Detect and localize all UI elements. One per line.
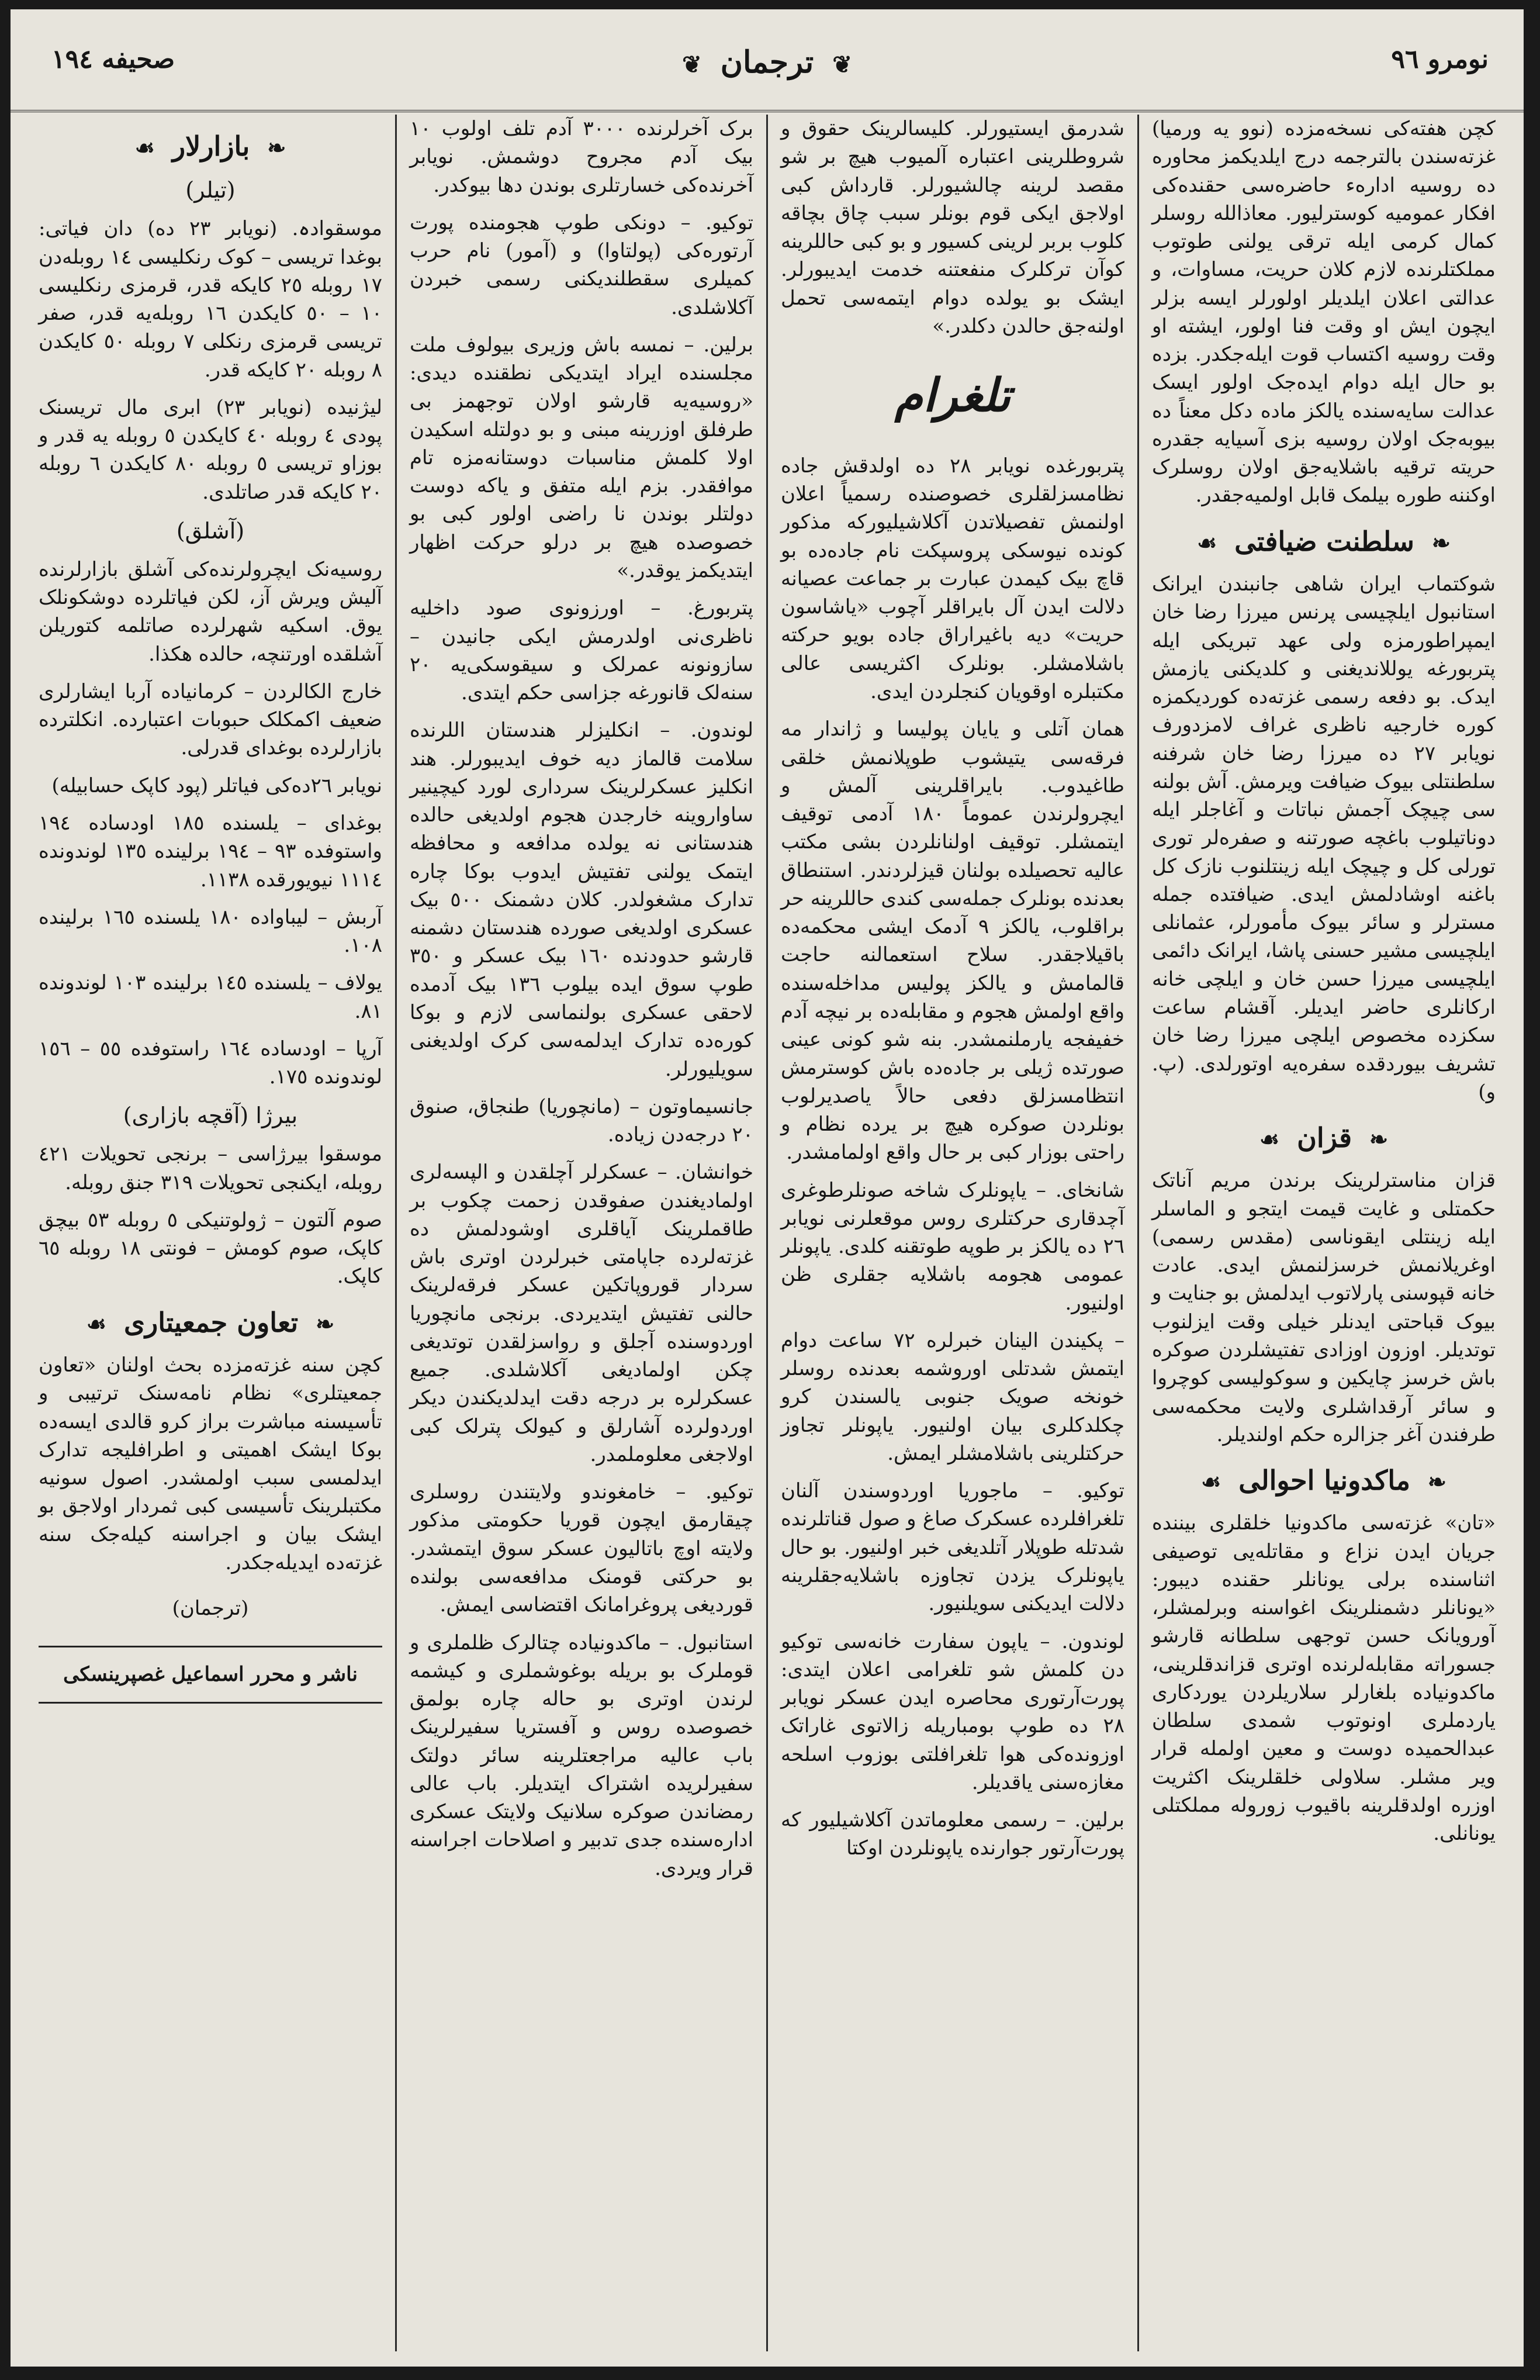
- article-paragraph: «تان» غزته‌سی ماکدونیا خلقلری بیننده جریان ایدن نزاع و مقاتله‌یی توصیفی اثناسنده برلی یونانلر حقنده دیبور: «یونانلر دشمنلرینک اغواسنه وبرلمشلر، آورویانک حسن توجهی سلطانه قارشو جسوراته مقابله‌لرنده اوتری قزاندقلرینی، ماکدونیاده بلغارلر سلاریلردن یوردکاری یاردملری اونوتوب شمدی سلطان عبدالحمیده دوست و معین اولمله قرار ویر مشلر. سلاولی خلقلرینک اکثریت اوزره اولدقلرینه باقیوب زوروله مملکتلی یونانلی.: [1152, 1511, 1496, 1846]
- article-paragraph: آربش – لیباواده ١٨٠ یلسنده ١٦٥ برلینده ١٠٨.: [39, 905, 382, 958]
- article-paragraph: برلین. – نمسه باش وزیری بیولوف ملت مجلسنده ایراد ایتدیکی نطقنده دیدی: «روسیه‌یه قارشو اولان توجهمز بی طرفلق اوزرینه مبنی و بو دولتله اسکیدن اولا کلمش مناسبات دوستانه‌مزه تام موافقدر. بزم ایله متفق و یاکه دوست دولتلر بوندن نا راضی اولور کبی بو خصوصده هیچ بر درلو حرکت اظهار ایتدیکمز یوقدر.»: [410, 333, 753, 582]
- heading-text: تعاون جمعیتاری: [123, 1306, 299, 1338]
- heading-text: قزان: [1297, 1122, 1352, 1154]
- heading-text: سلطنت ضیافتی: [1234, 525, 1414, 557]
- ornament-icon: ☙: [86, 1310, 106, 1337]
- ornament-icon: ☙: [1197, 529, 1217, 556]
- article-paragraph: توکیو. – ماجوریا اوردوسندن آلنان تلغرافلرده عسکرک صاغ و صول قناتلرنده شدتله طوپلار آتلدیغی خبر اولنیور. بو حال یاپونلرک یزدن تجاوزه باشلایه‌جقلرینه دلالت ایدیکنی سویلنیور.: [781, 1479, 1124, 1616]
- article-paragraph: یولاف – یلسنده ١٤٥ برلینده ١٠٣ لوندونده ٨١.: [39, 971, 382, 1023]
- column-3: [395, 115, 766, 2351]
- ornament-icon: ☙: [1259, 1126, 1280, 1153]
- article-paragraph: روسیه‌نک ایچرولرنده‌کی آشلق بازارلرنده آلیش ویرش آز، لکن فیاتلرده دوشکونلک یوق. اسکیه شهرلرده صاتلمه کتوریلن آشلقده اورتنچه، حالده هکذا.: [39, 557, 382, 666]
- newspaper-title-block: [11, 44, 1524, 80]
- article-paragraph: لیژنیده (نویابر ٢٣) ابری مال تریسنک پودی ٤ روبله ٤٠ کایکدن ٥ روبله یه قدر و بوزاو تریسی ٥ روبله ٨٠ کایکدن ٦ روبله ٢٠ کایکه قدر صاتلدی.: [39, 395, 383, 504]
- article-paragraph: پتربورغده نویابر ٢٨ ده اولدقش جاده نظامسزلقلری خصوصنده رسمیاً اعلان اولنمش تفصیلاتدن آکلاشیلیورکه مذکور کونده نیوسکی پروسپکت نام جاده‌ده بو قاچ بیک کیمدن عبارت بر جماعت عصیانه دلالت ایدن آل بایراقلر آچوب «یاشاسون حریت» دیه باغیراراق جاده بویو حرکته باشلامشلر. بونلرک اکثریسی عالی مکتبلره اوقویان کنجلردن ایدی.: [781, 454, 1124, 703]
- publisher-line: ناشر و محرر اسماعیل غصپرینسکی: [39, 1646, 382, 1703]
- article-paragraph: توکیو. – خامغوندو ولایتندن روسلری چیقارمق ایچون قوریا حکومتی مذکور ولایته اوچ باتالیون عسکر سوق ایتمشدر. بو حرکتی قومنک مدافعه‌سی بولنده قوردیغی پروغرامانک اقتضاسی ایمش.: [410, 1480, 753, 1617]
- ornament-icon: ❧: [1428, 1469, 1446, 1495]
- article-paragraph: لوندون. – انکلیزلر هندستان اللرنده سلامت قالماز دیه خوف ایدیبورلر. هند انکلیز عسکرلرینک سرداری لورد کیچینیر ساواروینه خارجدن هجوم اولدیغی حالده هندستانی نه یولده مدافعه و محافظه ایتمک یولنی تفتیش ایدوب بوکا چاره تدارک مشغولدر. کلان دشمنک ٥٠٠ بیک عسکری اولدیغی صورده هندستان دشمنه قارشو حدودنده ١٦٠ بیک عسکر و ٣٥٠ طوپ سوق ایده بیلوب ١٣٦ بیک آدمده لاحقی عسکری بولنماسی لازم و بوکا کوره‌ده تدارک ایدلمه‌سی کرک اولدیغنی سویلیورلر.: [410, 719, 753, 1081]
- article-paragraph: توکیو. – دونکی طوپ هجومنده پورت آرتوره‌کی (پولتاوا) و (آمور) نام حرب کمیلری سقطلندیکنی رسمی خبردن آکلاشلدی.: [410, 210, 753, 319]
- article-paragraph: موسقوادہ. (نویابر ٢٣ ده) دان فیاتی: بوغدا تریسی – کوک رنکلیسی ١٤ روبله‌دن ١٧ روبله ٢٥ کایکه قدر، قرمزی رنکلیسی ١٠ – ٥٠ کایکدن ١٦ روبله‌یه قدر، صفر تریسی قرمزی رنکلی ٧ روبله ٥٠ کایکدن ٨ روبله ٢٠ کایکه قدر.: [39, 217, 383, 382]
- article-paragraph: قزان مناسترلرینک برندن مریم آناتک حکمتلی و غایت قیمت ایتجو و الماسلر ایله زینتلی ایقوناسی (مقدس رسمی) اوغریلانمش خرسزلنمش ایدی. عادت خانه قپوسنی پارلاتوب ایدلمش بو جنایت و بیوک قباحتی ایدنلر خیلی وقت ایزلنوب توتدیلر. اوزون اوزادی تفتیشلردن صوکره باش خرسز چایکین و سوکولیسی کوچروا و سائر آرقداشلری ولایت محکمه‌سی طرفندن آغر جزالره حکم اولندیلر.: [1152, 1169, 1496, 1446]
- article-paragraph: برک آخرلرنده ٣٠٠٠ آدم تلف اولوب ١٠ بیک آدم مجروح دوشمش. نویابر آخرنده‌کی خسارتلری بوندن دها بیوکدر.: [410, 117, 753, 197]
- heading-text: بازارلار: [172, 130, 250, 162]
- subheading: بیرژا (آقچه بازاری): [123, 1103, 298, 1129]
- article-paragraph: کچن سنه غزته‌مزده بحث اولنان «تعاون جمعیتلری» نظام نامه‌سنک ترتیبی و تأسیسنه مباشرت براز کرو قالدی ایسه‌ده بوکا ایشک اهمیتی و اطرافلیجه تدارک ایدلمسی سبب اولمشدر. اصول سونیه مکتبلرینک تأسیسی کبی ثمردار اولاجق بو ایشک بیان و اجراسنه کیله‌جک سنه غزته‌ده ایدیله‌جکدر.: [39, 1353, 382, 1574]
- telegram-heading: تلغرام: [894, 369, 1011, 423]
- article-paragraph: موسقوا بیرژاسی – برنجی تحویلات ٤٢١ روبله، ایکنجی تحویلات ٣١٩ جنق روبله.: [39, 1142, 382, 1194]
- ornament-icon: ☙: [1201, 1469, 1221, 1495]
- article-paragraph: لوندون. – یاپون سفارت خانه‌سی توکیو دن کلمش شو تلغرامی اعلان ایتدی: پورت‌آرتوری محاصره ایدن عسکر نویابر ٢٨ ده طوپ بومباریله زالاتوی غاراتک اوزونده‌کی هوا تلغرافلتی بوزوب اسلحه مغازه‌سنی یاقدیلر.: [781, 1629, 1124, 1794]
- article-paragraph: بوغدای – یلسنده ١٨٥ اودساده ١٩٤ واستوفده ٩٣ – ١٩٤ برلینده ١٣٥ لوندونده ١١١٤ نیویورقده ١١٣٨.: [39, 811, 382, 892]
- article-paragraph: آرپا – اودساده ١٦٤ راستوفده ٥٥ – ١٥٦ لوندونده ١٧٥.: [39, 1037, 382, 1089]
- heading-text: ماکدونیا احوالی: [1238, 1464, 1410, 1497]
- ornament-icon: ❧: [267, 134, 286, 161]
- ornament-icon: ❧: [1432, 529, 1451, 556]
- article-paragraph: جانسیماوتون – (مانچوریا) طنجاق، صنوق ٢٠ درجه‌دن زیاده.: [410, 1094, 753, 1147]
- issue-number: نومرو ٩٦: [1391, 44, 1489, 74]
- section-heading: [39, 1304, 382, 1342]
- article-paragraph: صوم آلتون – ژولوتنیکی ٥ روبله ٥٣ بیچق کاپک، صوم کومش – فونتی ١٨ روبله ٦٥ کاپک.: [39, 1208, 383, 1289]
- column-1: [1137, 115, 1508, 2351]
- column-2: [766, 115, 1137, 2351]
- article-paragraph: خارج الکالردن – کرمانیاده آربا ایشارلری ضعیف اکمکلک حبوبات اعتبارده. انکلترده بازارلرده بوغدای قدرلی.: [39, 679, 382, 760]
- article-paragraph: خوانشان. – عسکرلر آچلقدن و الپسه‌لری اولمادیغندن صفوقدن زحمت چکوب بر طاقملرینک آیاقلری اوشودلمش ده غزته‌لرده جاپامتی خبرلردن اوتری باش سردار قوروپاتکین عسکر فرقه‌لرینک حالنی تفتیش ایتدیردی. برنجی مانچوریا اوردوسنده آجلق و رواسزلقدن توتدیغی چکن اولمادیغی آکلاشلدی. جمیع عسکرلره بر درجه دقت ایدلدیکندن دیکر اوردولرده آشارلق و کیولک پترلک کبی اولاجغی معلوملمدر.: [410, 1160, 753, 1466]
- column-4: [26, 115, 395, 2351]
- subheading: (آشلق): [176, 517, 245, 544]
- signature: (ترجمان): [172, 1597, 249, 1621]
- article-paragraph: پتربورغ. – اورزونوی صود داخلیه ناظری‌نی اولدرمش ایکی جانیدن – سازونونه عمرلک و سیقوسکی‌یه ٢٠ سنه‌لک قانورغه جزاسی حکم ایتدی.: [410, 596, 753, 705]
- article-paragraph: استانبول. – ماکدونیاده چتالرک ظلملری و قوملرک بو بریله بوغوشملری و کیشمه لرندن اوتری بو حاله چاره بولمق خصوصده روس و آفستریا سفیرلرینک باب عالیه مراجعتلرینه سائر دولتک سفیرلریده اشتراک ایتدیلر. باب عالی رمضاندن صوکره سلانیک ولایتک عسکری اداره‌سنده جدی تدبیر و اصلاحات اجراسنه قرار ویردی.: [410, 1631, 753, 1880]
- article-paragraph: شانخای. – یاپونلرک شاخه صونلرطوغری آچدقاری حرکتلری روس موقعلرنی نویابر ٢٦ ده یالکز بر طوپه طوتقنه کلدی. یاپونلر عمومی هجومه باشلایه جقلری ظن اولنیور.: [781, 1178, 1124, 1315]
- section-heading: [1152, 1119, 1496, 1157]
- ornament-icon: ❦: [832, 51, 852, 78]
- article-paragraph: شوکتماب ایران شاهی جانبندن ایرانک استانبول ایلچیسی پرنس میرزا رضا خان ایمپراطورمزه ولی عهد تبریکی ایله پتربورغه یوللاندیغنی و کلدیکنی یازمش ایدک. بو دفعه رسمی غزته‌ده کوردیکمزه کوره خارجیه ناظری غراف لامزدورف نویابر ٢٧ ده میرزا رضا خان شرفنه سلطنتلی بیوک ضیافت ویرمش. آش بولنه سی چیچک آجمش نباتات و آغاجلر ایله دوناتیلوب باغچه صورتنه و صفره‌لر توری تورلی کل و چیچک ایله زینتلنوب نازک کل باغنه اوشادلمش ایدی. ضیافتده جمله مسترلر و سائر بیوک مأمورلر، عثمانلی ایلچیسی مشیر حسنی پاشا، ایرانک دائمی ایلچیسی میرزا حسن خان و ایلچی خانه ارکانلری حاضر ایدیلر. آقشام ساعت سکزده مخصوص ایلچی میرزا رضا خان تشریف بیوردقده سفره‌یه اوتورلدی. (پ. و): [1152, 572, 1496, 1104]
- ornament-icon: ❧: [1369, 1126, 1388, 1153]
- newspaper-page: [11, 9, 1524, 2367]
- masthead: [11, 9, 1524, 112]
- page-number: صحیفه ١٩٤: [51, 44, 175, 74]
- ornament-icon: ❧: [316, 1310, 335, 1337]
- article-paragraph: کچن هفته‌کی نسخه‌مزده (نوو یه ورمیا) غزته‌سندن بالترجمه درج ایلدیکمز محاوره ده روسیه اداره‌ء حاضره‌سی حقنده‌کی افکار عمومیه کوسترلیور. معاذالله روسلر کمال کرمی ایله ترقی یولنی طوتوب مملکتلرنده لازم کلان حریت، مساوات، و عدالتی اعلان ایلدیلر اولورلر ایسه بزلر ایچون ایش او وقت فنا اولور، ایشته او وقت روسیه اکتساب قوت ایله‌جکدر. بزده بو حال ایله دوام ایده‌جک اولور ایسک عدالت سایه‌سنده یالکز ماده دکل معناً ده بیوبه‌جک اولان روسیه بزی آسیایه جقدره حریته ترقیه باشلایه‌جق اولان روسلرک اوکننه طوره بیلمک قابل اولمیه‌جقدر.: [1152, 117, 1496, 507]
- article-paragraph: – پکیندن الینان خبرلره ٧٢ ساعت دوام ایتمش شدتلی اوروشمه بعدنده روسلر خونخه صویک جنوبی یالسندن کرو چکلدکلری بیان اولنیور. یاپونلر تجاوز حرکتلرینی باشلامشلر ایمش.: [781, 1328, 1124, 1465]
- article-paragraph: نویابر ٢٦ده‌کی فیاتلر (پود کاپک حسابیله): [51, 773, 382, 797]
- ornament-icon: ❦: [682, 51, 702, 78]
- article-paragraph: شدرمق ایستیورلر. کلیسالرینک حقوق و شروطلرینی اعتباره آلمیوب هیچ بر شو مقصد لرینه چالشیورلر. قارداش کبی اولاجق ایکی قوم بونلر سبب چاق بچاقه کلوب بربر لرینی کسیور و بو کبی حاللرینه کوآن ترکلرک منفعتنه خدمت ایدیبورلر. ایشک بو یولده دوام ایتمه‌سی تحمل اولنه‌جق حالدن دکلدر.»: [781, 117, 1124, 338]
- section-heading: [1152, 523, 1496, 561]
- subheading: (تیلر): [185, 177, 236, 203]
- article-paragraph: همان آتلی و یایان پولیسا و ژاندار مه فرقه‌سی یتیشوب طوپلانمش خلقی طاغیدوب. بایراقلرینی آلمش و ایچرولرندن عموماً ١٨٠ آدمی توقیف ایتمشلر. توقیف اولنانلردن بشی مکتب عالیه تحصیلده بولنان قیزلردندر. استنطاق بعدنده بونلرک جمله‌سی کندی حاللرینه حر براقلوب، یالکز ٩ آدمک ایشی محکمه‌ده باقیلاجقدر. سلاح استعمالنه حاجت قالمامش و یالکز پولیس مداخله‌سنده واقع اولمش هجوم و مقابله‌ده بر نیچه آدم خفیفجه یارملنمشدر. بنه شو کونی عینی صورتده ژیلی بر جاده‌ده باش کوسترمش انتظامسزلق دفعی حالاً یاصدیرلوب بونلردن صوکره هیچ بر یرده نظام و راحتی بوزار کبی بر حال واقع اولمامشدر.: [781, 717, 1124, 1165]
- ornament-icon: ☙: [134, 134, 155, 161]
- columns: [26, 115, 1508, 2351]
- section-heading: [39, 127, 382, 165]
- newspaper-title: ترجمان: [720, 44, 814, 80]
- article-paragraph: برلین. – رسمی معلوماتدن آکلاشیلیور که پورت‌آرتور جوارنده یاپونلردن اوکتا: [781, 1808, 1124, 1860]
- section-heading: [1152, 1462, 1496, 1500]
